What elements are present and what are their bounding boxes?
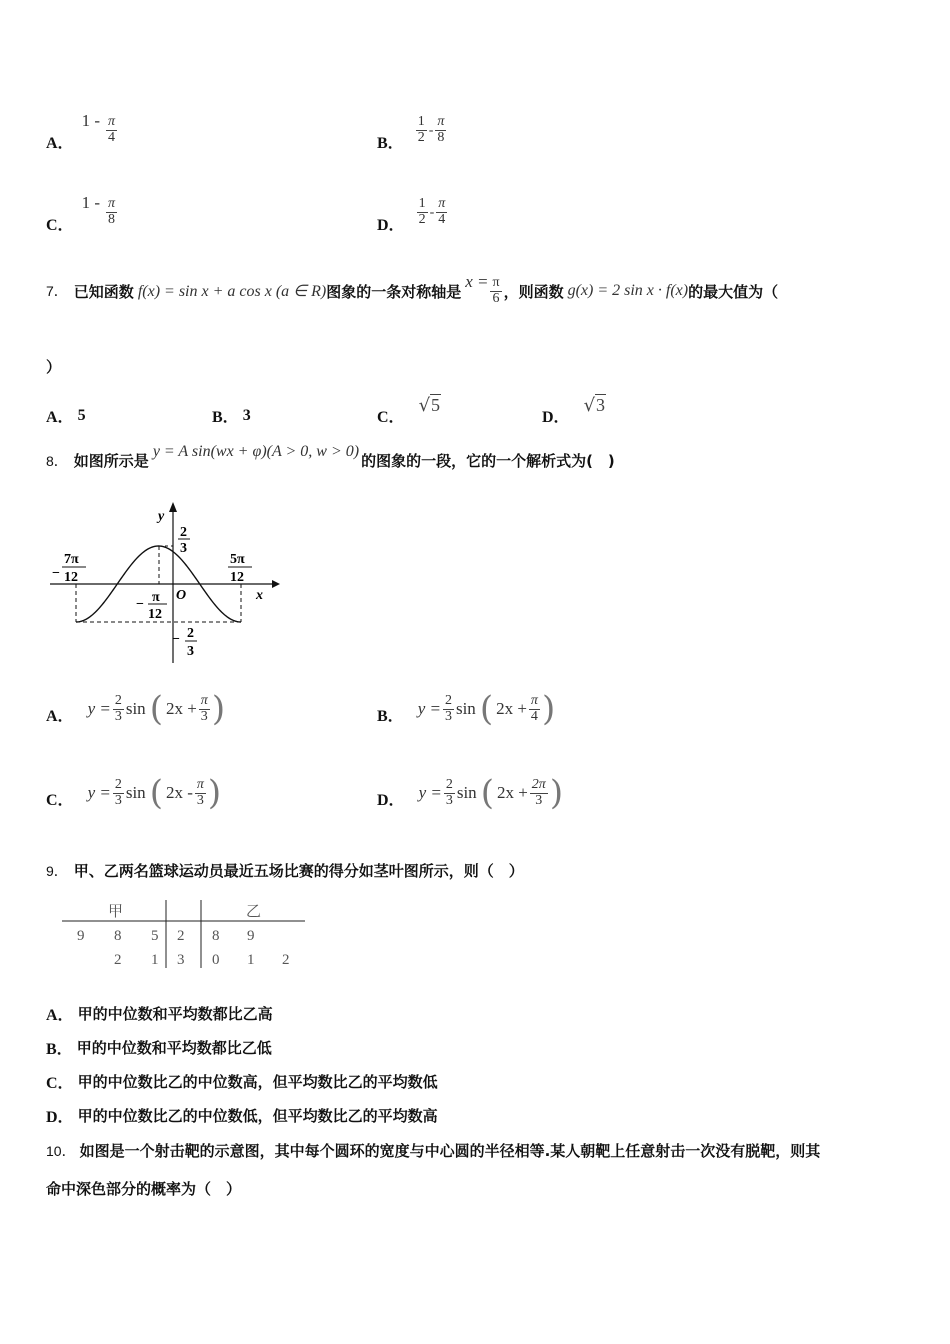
q8-option-a: A． y = $\frac{2}{3}$ sin ( 2x + $\frac{\pi}{3}$ ) — [46, 689, 226, 729]
bottom-tick-den: 3 — [187, 644, 194, 659]
leaf-left: 8 — [114, 928, 122, 944]
q8-option-c: C． y = $\frac{2}{3}$ sin ( 2x - $\frac{\pi}{3}$ ) — [46, 773, 222, 813]
leaf-right: 1 — [247, 952, 255, 968]
stem-value: 2 — [177, 928, 185, 944]
left-tick-num: 7π — [64, 552, 79, 567]
option-coef: $\frac{2}{3}$ — [114, 692, 122, 724]
stem-text: 如图是一个射击靶的示意图，其中每个圆环的宽度与中心圆的半径相等.某人朝靶上任意射击一次没有脱靶，则其 — [79, 1142, 821, 1160]
q7-option-c — [377, 392, 441, 427]
leaf-rows — [77, 928, 290, 968]
stem-text: 的最大值为（ — [688, 282, 779, 301]
q9-option-d — [46, 1104, 438, 1127]
option-fraction: $\frac{\pi}{4}$ — [438, 196, 446, 227]
option-fraction: $\frac{\pi}{4}$ — [107, 114, 115, 145]
option-fraction: $\frac{\pi}{3}$ — [200, 692, 208, 724]
stem-text: 甲、乙两名篮球运动员最近五场比赛的得分如茎叶图所示，则（ ） — [73, 862, 524, 880]
option-fraction: $\frac{\pi}{4}$ — [530, 692, 538, 724]
leaf-right: 0 — [212, 952, 220, 968]
option-value: 3 — [242, 406, 251, 424]
option-text: 甲的中位数和平均数都比乙低 — [76, 1039, 272, 1057]
q7-close-paren: ） — [46, 358, 62, 376]
q9-option-b — [46, 1036, 272, 1059]
q6-option-d — [377, 190, 449, 235]
option-coef: $\frac{2}{3}$ — [445, 776, 453, 808]
option-fn: sin — [125, 783, 146, 802]
option-fn: sin — [456, 783, 477, 802]
leaf-left: 5 — [151, 928, 159, 944]
option-inner: 2x + — [496, 699, 527, 718]
formula-g: g(x) = 2 sin x · f(x) — [567, 282, 689, 300]
option-coef: $\frac{2}{3}$ — [444, 692, 452, 724]
option-sqrt: √3 — [583, 395, 606, 416]
option-fn: sin — [455, 699, 476, 718]
formula-f: f(x) = sin x + a cos x (a ∈ R) — [137, 283, 327, 301]
option-fraction: $\frac{\pi}{8}$ — [107, 196, 115, 227]
option-coef: $\frac{2}{3}$ — [114, 776, 122, 808]
axis-lhs: x = — [465, 272, 489, 292]
option-text: 甲的中位数和平均数都比乙高 — [77, 1005, 273, 1023]
question-number: 8． — [46, 452, 68, 469]
option-fraction: $\frac{2\pi}{3}$ — [531, 776, 546, 808]
option-sqrt: √5 — [418, 395, 441, 416]
option-inner: 2x + — [165, 699, 197, 718]
stem-text: 如图所示是 — [73, 452, 149, 470]
q9-option-c — [46, 1070, 438, 1093]
leaf-right: 8 — [212, 928, 220, 944]
q8-option-b: B． y = $\frac{2}{3}$ sin ( 2x + $\frac{\pi}{4}$ ) — [377, 689, 556, 729]
option-whole: 1 - — [81, 192, 100, 212]
leaf-right: 9 — [247, 928, 255, 944]
stem-text: 的图象的一段，它的一个解析式为( ) — [361, 452, 615, 470]
mid-tick-den: 12 — [148, 607, 162, 622]
option-letter: D． — [377, 791, 405, 809]
option-letter: D． — [46, 1109, 74, 1126]
top-tick-num: 2 — [180, 525, 187, 540]
option-letter: B． — [46, 1041, 73, 1058]
option-minus: - — [428, 122, 434, 138]
option-text: 甲的中位数比乙的中位数高，但平均数比乙的平均数低 — [77, 1073, 438, 1091]
bottom-tick-sign: − — [172, 632, 180, 647]
stem-leaf-plot — [60, 898, 310, 972]
option-fraction-half: $\frac{1}{2}$ — [417, 114, 425, 145]
question-number: 7． — [46, 283, 68, 300]
x-label: x — [256, 588, 263, 603]
option-lhs: y = — [417, 699, 441, 718]
y-axis-arrow-icon — [169, 502, 177, 512]
leaf-left: 1 — [151, 952, 159, 968]
x-axis-arrow-icon — [272, 580, 280, 588]
q7-option-d — [542, 392, 606, 427]
option-fraction-half: $\frac{1}{2}$ — [418, 196, 426, 227]
option-lhs: y = — [87, 699, 111, 718]
stem-text: ，则函数 — [503, 282, 564, 301]
option-value: 5 — [77, 406, 86, 424]
right-tick-den: 12 — [230, 570, 244, 585]
option-letter: C． — [46, 1075, 74, 1092]
mid-tick-sign: − — [136, 597, 144, 612]
q7-stem — [46, 272, 926, 306]
option-fn: sin — [125, 699, 146, 718]
option-lhs: y = — [87, 783, 111, 802]
option-letter: B． — [377, 135, 404, 152]
q6-option-c — [46, 190, 119, 235]
leaf-left: 9 — [77, 928, 85, 944]
question-number: 10． — [46, 1142, 76, 1159]
q7-option-a — [46, 392, 86, 427]
q7-option-b — [212, 392, 251, 427]
stem-text: 图象的一条对称轴是 — [326, 282, 462, 301]
mid-tick-num: π — [152, 590, 160, 605]
option-letter: B． — [212, 409, 239, 426]
right-tick-num: 5π — [230, 552, 245, 567]
y-label: y — [158, 509, 165, 524]
q8-option-d: D． y = $\frac{2}{3}$ sin ( 2x + $\frac{2\pi}{3}$ ) — [377, 773, 564, 813]
leaf-left: 2 — [114, 952, 122, 968]
option-inner: 2x - — [165, 783, 193, 802]
option-letter: C． — [46, 791, 74, 809]
right-header: 乙 — [246, 904, 262, 920]
option-letter: C． — [377, 409, 405, 426]
bottom-tick-num: 2 — [187, 626, 194, 641]
stem-text: 已知函数 — [73, 282, 134, 301]
q10-stem-line2: 命中深色部分的概率为（ ） — [46, 1180, 242, 1198]
option-letter: A． — [46, 135, 74, 152]
top-tick-den: 3 — [180, 541, 187, 556]
option-letter: B． — [377, 707, 404, 725]
option-minus: - — [429, 204, 435, 220]
q9-stem — [46, 860, 524, 881]
left-header: 甲 — [108, 904, 124, 920]
option-fraction: $\frac{\pi}{8}$ — [437, 114, 445, 145]
q8-sine-graph — [40, 500, 280, 670]
q6-option-b — [377, 108, 448, 153]
q8-stem — [46, 442, 926, 471]
option-letter: C． — [46, 217, 74, 234]
option-text: 甲的中位数比乙的中位数低，但平均数比乙的平均数高 — [77, 1107, 438, 1125]
option-letter: A． — [46, 1007, 74, 1024]
stem-value: 3 — [177, 952, 185, 968]
question-number: 9． — [46, 862, 68, 879]
option-fraction: $\frac{\pi}{3}$ — [196, 776, 204, 808]
q9-option-a — [46, 1002, 273, 1025]
option-lhs: y = — [418, 783, 442, 802]
formula-y: y = A sin(wx + φ)(A > 0, w > 0) — [152, 442, 360, 460]
left-tick-den: 12 — [64, 570, 78, 585]
option-letter: A． — [46, 409, 74, 426]
q6-option-a — [46, 108, 119, 153]
left-tick-sign: − — [52, 566, 60, 581]
option-letter: A． — [46, 707, 74, 725]
axis-fraction: $\frac{\pi}{6}$ — [492, 275, 500, 306]
option-inner: 2x + — [496, 783, 528, 802]
option-letter: D． — [377, 217, 405, 234]
option-whole: 1 - — [81, 110, 100, 130]
leaf-right: 2 — [282, 952, 290, 968]
q10-stem-line1 — [46, 1140, 916, 1161]
option-letter: D． — [542, 409, 570, 426]
origin-label: O — [176, 588, 187, 603]
